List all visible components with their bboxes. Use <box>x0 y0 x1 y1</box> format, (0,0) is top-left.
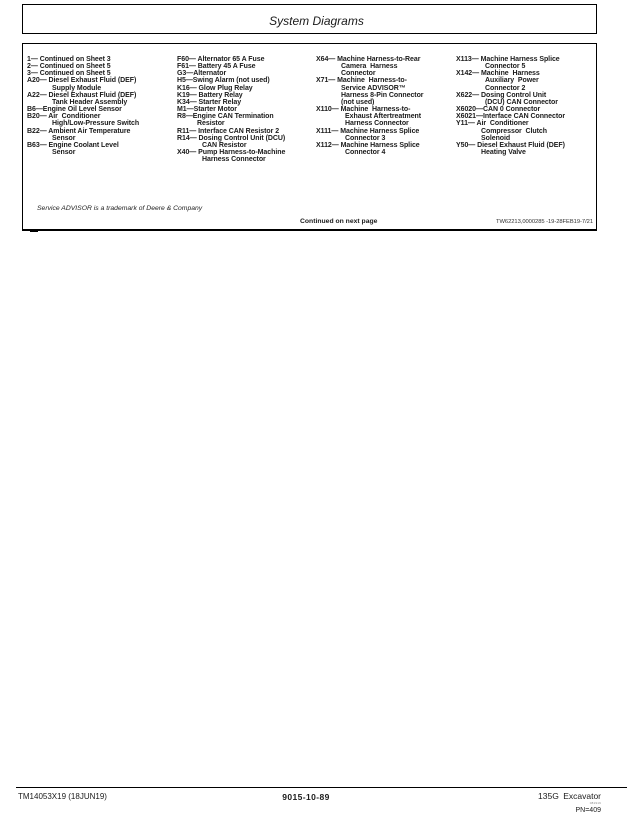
legend-item-X113 <box>456 56 596 70</box>
page-title: System Diagrams <box>269 14 364 28</box>
legend-item-R8 <box>177 113 315 127</box>
legend-item-continuation-line: Sensor <box>52 149 76 157</box>
legend-item-continuation-line: Supply Module <box>52 84 102 92</box>
legend-item-lead-line: B6—Engine Oil Level Sensor <box>27 106 122 114</box>
legend-item-lead-line: X622— Dosing Control Unit <box>456 91 547 99</box>
legend-item-lead-line: X6021—Interface CAN Connector <box>456 113 566 121</box>
legend-item-lead-line: A22— Diesel Exhaust Fluid (DEF) <box>27 91 137 99</box>
legend-item-X110 <box>316 106 454 127</box>
legend-item-continuation-line: Connector 5 <box>485 63 526 71</box>
legend-item-3 <box>27 70 175 77</box>
footer-pn-number: PN=409 <box>575 807 601 814</box>
legend-item-lead-line: X112— Machine Harness Splice <box>316 141 420 149</box>
legend-item-K19 <box>177 92 315 99</box>
legend-item-H5 <box>177 77 315 84</box>
legend-item-continuation-line: Harness Connector <box>202 156 266 164</box>
legend-item-R14 <box>177 135 315 149</box>
legend-item-B20 <box>27 113 175 127</box>
legend-item-lead-line: 3— Continued on Sheet 5 <box>27 70 111 78</box>
legend-item-continuation-line: (not used) <box>341 98 375 106</box>
footer-rule <box>16 787 627 788</box>
legend-column-1 <box>27 56 175 156</box>
legend-item-lead-line: K19— Battery Relay <box>177 91 243 99</box>
legend-item-continuation-line: Sensor <box>52 134 76 142</box>
legend-item-lead-line: G3—Alternator <box>177 70 227 78</box>
footer-manual-number: TM14053X19 (18JUN19) <box>18 792 107 801</box>
legend-item-continuation-line: Camera Harness <box>341 63 398 71</box>
legend-item-continuation-line: Connector <box>341 70 376 78</box>
legend-box <box>22 43 597 231</box>
legend-item-continuation-line: Connector 4 <box>345 149 386 157</box>
legend-item-continuation-line: Service ADVISOR™ <box>341 84 406 92</box>
legend-item-X112 <box>316 142 454 156</box>
legend-item-lead-line: X142— Machine Harness <box>456 70 540 78</box>
legend-item-X6021 <box>456 113 596 120</box>
legend-item-continuation-line: Harness Connector <box>345 120 409 128</box>
legend-item-continuation-line: High/Low-Pressure Switch <box>52 120 140 128</box>
legend-item-lead-line: M1—Starter Motor <box>177 106 237 114</box>
footer-model-name: 135G Excavator <box>538 791 601 801</box>
legend-item-X40 <box>177 149 315 163</box>
legend-item-lead-line: K16— Glow Plug Relay <box>177 84 253 92</box>
legend-item-lead-line: X6020—CAN 0 Connector <box>456 106 541 114</box>
legend-item-continuation-line: Exhaust Aftertreatment <box>345 113 422 121</box>
trademark-note: Service ADVISOR is a trademark of Deere & Company <box>37 205 203 212</box>
legend-item-continuation-line: CAN Resistor <box>202 141 247 149</box>
legend-item-X111 <box>316 128 454 142</box>
legend-item-lead-line: H5—Swing Alarm (not used) <box>177 77 270 85</box>
legend-item-lead-line: A20— Diesel Exhaust Fluid (DEF) <box>27 77 137 85</box>
legend-item-1 <box>27 56 175 63</box>
legend-item-Y11 <box>456 120 596 141</box>
legend-item-continuation-line: Connector 2 <box>485 84 526 92</box>
legend-item-M1 <box>177 106 315 113</box>
legend-item-lead-line: B63— Engine Coolant Level <box>27 141 119 149</box>
legend-item-X6020 <box>456 106 596 113</box>
legend-item-continuation-line: Heating Valve <box>481 149 526 157</box>
legend-column-2 <box>177 56 315 163</box>
legend-item-continuation-line: Tank Header Assembly <box>52 98 128 106</box>
legend-item-lead-line: X64— Machine Harness-to-Rear <box>316 56 421 63</box>
document-code: TW62213,0000285 -19-28FEB19-7/21 <box>495 219 593 225</box>
legend-item-continuation-line: Resistor <box>197 120 225 128</box>
legend-item-X622 <box>456 92 596 106</box>
legend-item-lead-line: R8—Engine CAN Termination <box>177 113 274 121</box>
legend-column-4 <box>456 56 596 156</box>
footer-page-number: 9015-10-89 <box>282 792 330 802</box>
legend-item-lead-line: K34— Starter Relay <box>177 98 242 106</box>
legend-item-F60 <box>177 56 315 63</box>
legend-item-B63 <box>27 142 175 156</box>
legend-item-B22 <box>27 128 175 142</box>
legend-item-lead-line: X110— Machine Harness-to- <box>316 106 411 114</box>
legend-item-lead-line: B22— Ambient Air Temperature <box>27 127 131 135</box>
legend-item-continuation-line: Harness 8-Pin Connector <box>341 91 424 99</box>
legend-item-continuation-line: Solenoid <box>481 134 511 142</box>
legend-item-lead-line: F60— Alternator 65 A Fuse <box>177 56 265 63</box>
legend-item-2 <box>27 63 175 70</box>
legend-item-lead-line: X113— Machine Harness Splice <box>456 56 560 63</box>
legend-item-X142 <box>456 70 596 91</box>
legend-item-lead-line: R14— Dosing Control Unit (DCU) <box>177 134 286 142</box>
legend-item-X71 <box>316 77 454 106</box>
legend-item-lead-line: Y50— Diesel Exhaust Fluid (DEF) <box>456 141 565 149</box>
legend-item-X64 <box>316 56 454 77</box>
header-box <box>22 4 597 34</box>
legend-item-lead-line: X40— Pump Harness-to-Machine <box>177 149 286 157</box>
legend-item-G3 <box>177 70 315 77</box>
legend-item-lead-line: B20— Air Conditioner <box>27 113 101 121</box>
legend-item-lead-line: 2— Continued on Sheet 5 <box>27 63 111 71</box>
section-marker <box>30 229 38 232</box>
legend-item-lead-line: X111— Machine Harness Splice <box>316 127 420 135</box>
legend-item-lead-line: F61— Battery 45 A Fuse <box>177 63 256 71</box>
legend-item-K34 <box>177 99 315 106</box>
legend-item-A22 <box>27 92 175 106</box>
continued-on-next-page-label: Continued on next page <box>300 218 378 225</box>
legend-item-lead-line: X71— Machine Harness-to- <box>316 77 407 85</box>
legend-item-lead-line: 1— Continued on Sheet 3 <box>27 56 111 63</box>
legend-item-R11 <box>177 128 315 135</box>
legend-item-continuation-line: (DCU) CAN Connector <box>485 98 558 106</box>
legend-item-lead-line: R11— Interface CAN Resistor 2 <box>177 127 280 135</box>
legend-item-lead-line: Y11— Air Conditioner <box>456 120 529 128</box>
legend-column-3 <box>316 56 454 156</box>
legend-item-Y50 <box>456 142 596 156</box>
legend-item-continuation-line: Connector 3 <box>345 134 386 142</box>
footer-micro-text: 081919 <box>589 801 601 805</box>
legend-item-continuation-line: Auxiliary Power <box>485 77 539 85</box>
legend-item-continuation-line: Compressor Clutch <box>481 127 548 135</box>
legend-item-F61 <box>177 63 315 70</box>
legend-item-B6 <box>27 106 175 113</box>
legend-item-K16 <box>177 85 315 92</box>
legend-item-A20 <box>27 77 175 91</box>
